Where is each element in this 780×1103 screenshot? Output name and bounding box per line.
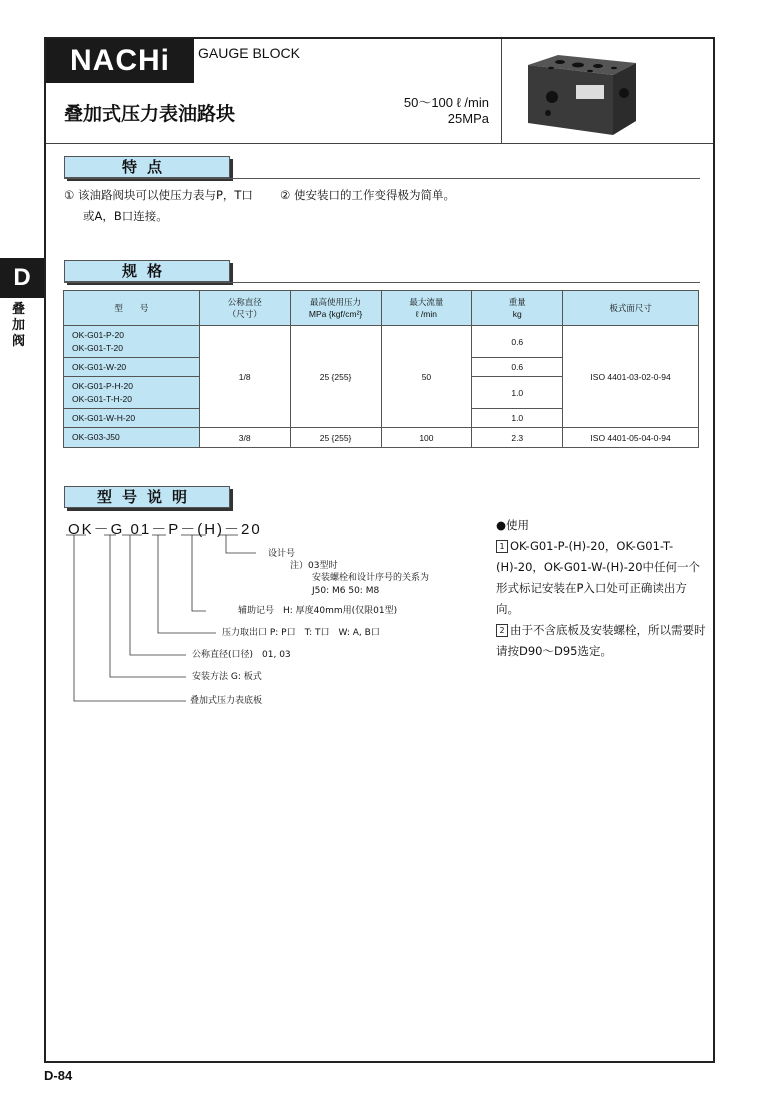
weight-cell: 1.0 bbox=[472, 409, 563, 428]
pressure-rating: 25MPa bbox=[447, 111, 489, 126]
col-model: 型 号 bbox=[64, 291, 200, 326]
label-aux-code: 辅助记号 H: 厚度40mm用(仅限01型) bbox=[238, 606, 398, 616]
features-heading: 特点 bbox=[64, 156, 230, 178]
product-name-en: GAUGE BLOCK bbox=[198, 45, 300, 61]
spec-heading: 规格 bbox=[64, 260, 230, 282]
spec-table bbox=[63, 290, 699, 448]
usage-notes bbox=[496, 515, 706, 662]
col-pressure: 最高使用压力 MPa {kgf/cm²} bbox=[290, 291, 381, 326]
label-nominal-size: 公称直径(口径) 01, 03 bbox=[192, 650, 291, 660]
weight-cell: 0.6 bbox=[472, 358, 563, 377]
header-spec bbox=[404, 95, 489, 127]
flow-cell: 50 bbox=[381, 326, 472, 428]
flow-cell: 100 bbox=[381, 428, 472, 448]
usage-item-1: 1 OK-G01-P-(H)-20，OK-G01-T-(H)-20，OK-G01-W-(H)-20中任何一个形式标记安装在P入口处可正确读出方向。 bbox=[496, 539, 701, 616]
nachi-logo: NACHi bbox=[46, 39, 194, 83]
label-pressure-port: 压力取出口 P: P口 T: T口 W: A, B口 bbox=[222, 628, 380, 638]
model-heading: 型号说明 bbox=[64, 486, 230, 508]
spec-header-row bbox=[64, 291, 699, 326]
model-cell: OK-G03-J50 bbox=[64, 428, 200, 448]
feature-1a: ① 该油路阀块可以使压力表与P，T口 bbox=[64, 188, 253, 202]
model-cell: OK-G01-P-H-20 OK-G01-T-H-20 bbox=[64, 377, 200, 409]
flow-range: 50～100 ℓ /min bbox=[403, 95, 489, 110]
label-design-no: 设计号 bbox=[268, 549, 296, 559]
feature-1b: 或A，B口连接。 bbox=[83, 209, 168, 223]
label-mounting: 安装方法 G: 板式 bbox=[192, 672, 262, 682]
pressure-cell: 25 {255} bbox=[290, 326, 381, 428]
section-tab-d: D bbox=[0, 258, 44, 298]
pressure-cell: 25 {255} bbox=[290, 428, 381, 448]
gauge-block-image bbox=[518, 53, 638, 137]
weight-cell: 0.6 bbox=[472, 326, 563, 358]
photo-divider bbox=[501, 39, 502, 143]
weight-cell: 1.0 bbox=[472, 377, 563, 409]
label-series: 叠加式压力表底板 bbox=[190, 696, 263, 706]
model-cell: OK-G01-W-20 bbox=[64, 358, 200, 377]
col-interface: 板式面尺寸 bbox=[563, 291, 699, 326]
table-row bbox=[64, 326, 699, 358]
col-size: 公称直径 （尺寸） bbox=[199, 291, 290, 326]
model-cell: OK-G01-P-20 OK-G01-T-20 bbox=[64, 326, 200, 358]
table-row bbox=[64, 428, 699, 448]
col-flow: 最大流量 ℓ /min bbox=[381, 291, 472, 326]
usage-title: ●使用 bbox=[496, 518, 530, 532]
label-bolt-relation: J50: M6 50: M8 bbox=[312, 586, 380, 596]
product-name-cn: 叠加式压力表油路块 bbox=[64, 103, 236, 125]
col-weight: 重量 kg bbox=[472, 291, 563, 326]
model-leader-lines bbox=[46, 533, 286, 713]
usage-item-2: 2 由于不含底板及安装螺栓，所以需要时请按D90～D95选定。 bbox=[496, 623, 706, 658]
model-code: OK－G 01－P－(H)－20 bbox=[68, 521, 262, 538]
label-note-detail: 安装螺栓和设计序号的关系为 bbox=[312, 573, 430, 583]
label-note: 注）03型时 bbox=[290, 561, 338, 571]
interface-cell: ISO 4401-03-02-0-94 bbox=[563, 326, 699, 428]
spec-rule bbox=[64, 282, 700, 283]
page-number: D-84 bbox=[44, 1068, 73, 1083]
section-label: 叠加阀 bbox=[12, 302, 26, 349]
feature-2: ② 使安装口的工作变得极为简单。 bbox=[280, 188, 455, 202]
interface-cell: ISO 4401-05-04-0-94 bbox=[563, 428, 699, 448]
size-cell: 1/8 bbox=[199, 326, 290, 428]
features-rule bbox=[64, 178, 700, 179]
header bbox=[46, 39, 713, 144]
page-frame bbox=[44, 37, 715, 1063]
weight-cell: 2.3 bbox=[472, 428, 563, 448]
size-cell: 3/8 bbox=[199, 428, 290, 448]
model-cell: OK-G01-W-H-20 bbox=[64, 409, 200, 428]
